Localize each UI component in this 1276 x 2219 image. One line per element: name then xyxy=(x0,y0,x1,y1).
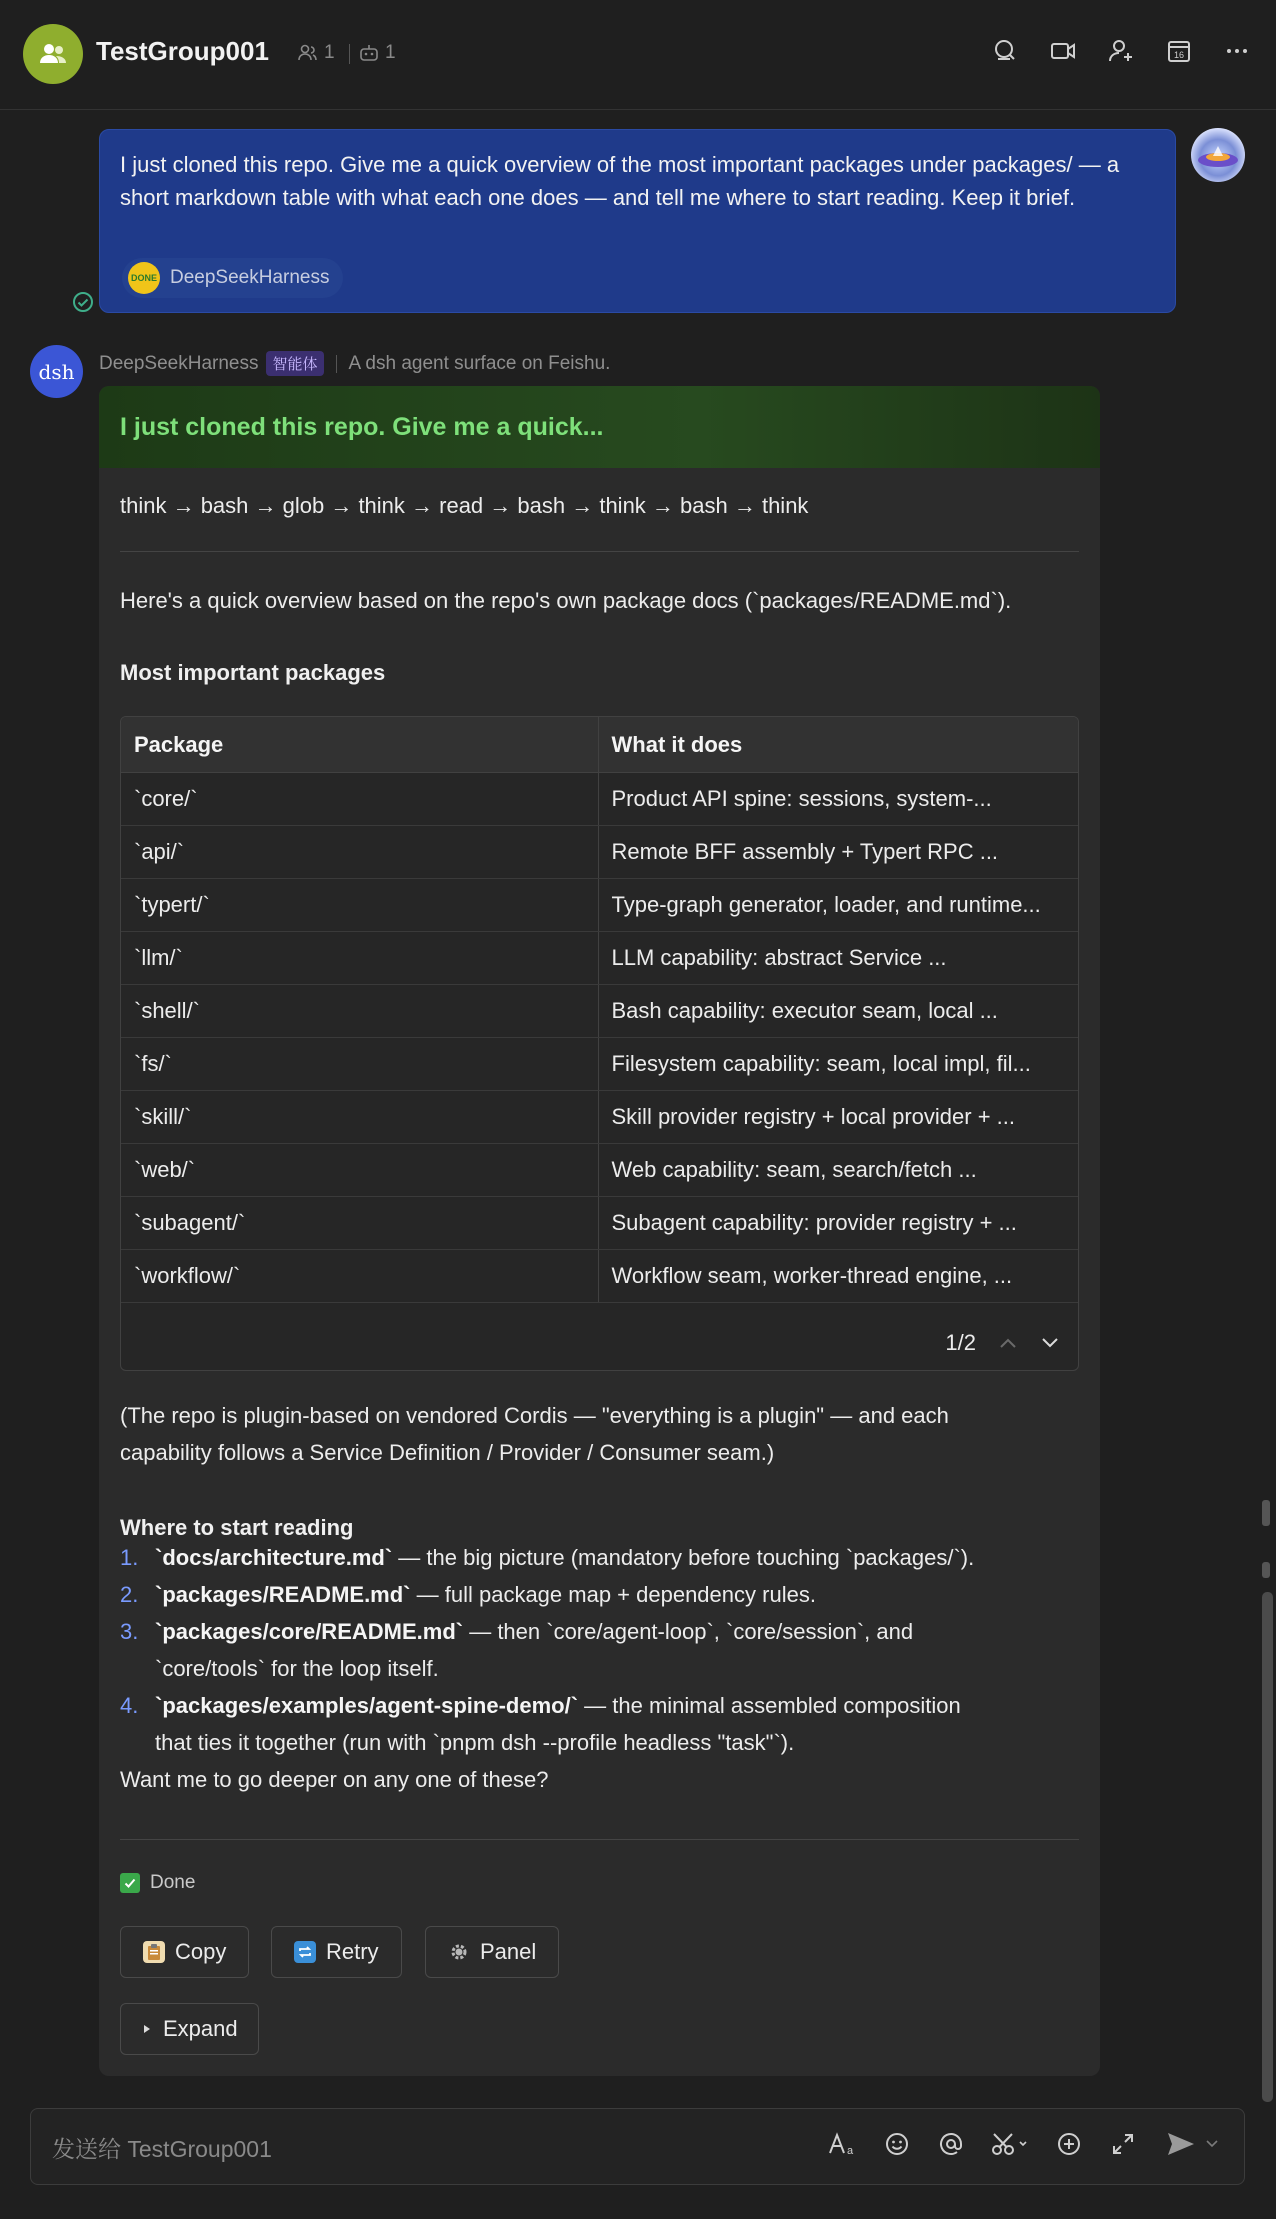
note-line-1: (The repo is plugin-based on vendored Cordis — "everything is a plugin" — and each xyxy=(120,1403,949,1428)
avatar-image-icon xyxy=(1191,128,1245,182)
calendar-button[interactable] xyxy=(1162,34,1196,68)
table-cell: `skill/` xyxy=(121,1091,599,1143)
robot-icon xyxy=(359,44,379,62)
mention-chip[interactable] xyxy=(122,258,343,298)
table-cell: Product API spine: sessions, system-... xyxy=(611,786,992,811)
composer-toolbar xyxy=(828,2129,1222,2159)
bot-meta xyxy=(99,351,610,376)
chat-header xyxy=(0,0,1276,110)
chevron-up-icon[interactable] xyxy=(998,1336,1018,1350)
clipboard-icon xyxy=(143,1941,165,1963)
expand-icon xyxy=(1110,2131,1136,2157)
table-row xyxy=(121,932,1078,985)
table-cell: LLM capability: abstract Service ... xyxy=(611,945,947,970)
calendar-icon xyxy=(1165,37,1193,65)
list-item: 1. `docs/architecture.md` — the big picture (mandatory before touching `packages/`). xyxy=(120,1545,975,1570)
copy-button[interactable] xyxy=(120,1926,249,1978)
text-format-icon xyxy=(828,2131,858,2157)
send-icon xyxy=(1165,2130,1197,2158)
table-cell: `fs/` xyxy=(121,1038,599,1090)
done-emoji-icon: DONE xyxy=(128,262,160,294)
composer-placeholder[interactable]: 发送给 TestGroup001 xyxy=(52,2136,272,2162)
retry-button[interactable] xyxy=(271,1926,402,1978)
search-icon xyxy=(991,37,1019,65)
user-message-text: I just cloned this repo. Give me a quick overview of the most important packages under packages/ — a short markdown table with what each one does — and tell me where to start reading. Keep it brief. xyxy=(120,152,1120,210)
emoji-button[interactable] xyxy=(882,2129,912,2159)
format-text-button[interactable] xyxy=(828,2129,858,2159)
table-cell: `llm/` xyxy=(121,932,599,984)
plus-circle-icon xyxy=(1056,2131,1082,2157)
table-cell: Bash capability: executor seam, local ... xyxy=(611,998,998,1023)
expand-button[interactable] xyxy=(120,2003,259,2055)
list-item: 2. `packages/README.md` — full package map + dependency rules. xyxy=(120,1582,816,1607)
scrollbar-marker[interactable] xyxy=(1262,1562,1270,1578)
message-composer[interactable] xyxy=(30,2108,1245,2185)
at-sign-icon xyxy=(938,2131,964,2157)
reading-list xyxy=(120,1539,974,1798)
bot-avatar[interactable]: dsh xyxy=(30,345,83,398)
section-heading-reading: Where to start reading xyxy=(120,1515,354,1540)
group-avatar[interactable] xyxy=(23,24,83,84)
status-label: Done xyxy=(150,1872,196,1893)
panel-button[interactable] xyxy=(425,1926,559,1978)
expand-label: Expand xyxy=(163,2016,238,2041)
list-item-continuation: that ties it together (run with `pnpm dsh --profile headless "task"`). xyxy=(155,1730,795,1755)
page-indicator: 1/2 xyxy=(945,1330,976,1355)
table-cell: `api/` xyxy=(121,826,599,878)
expand-composer-button[interactable] xyxy=(1108,2129,1138,2159)
panel-label: Panel xyxy=(480,1939,537,1964)
group-people-icon xyxy=(37,38,69,70)
user-avatar[interactable] xyxy=(1191,128,1245,182)
table-header-row xyxy=(121,717,1078,773)
table-cell: Subagent capability: provider registry + ... xyxy=(611,1210,1017,1235)
table-cell: `workflow/` xyxy=(121,1250,599,1302)
table-cell: `typert/` xyxy=(121,879,599,931)
bot-count-value: 1 xyxy=(385,42,396,63)
mention-button[interactable] xyxy=(936,2129,966,2159)
bot-meta-divider xyxy=(336,355,337,373)
table-cell: Type-graph generator, loader, and runtime... xyxy=(611,892,1041,917)
table-cell: `shell/` xyxy=(121,985,599,1037)
chevron-down-icon[interactable] xyxy=(1040,1336,1060,1350)
scrollbar-marker[interactable] xyxy=(1262,1500,1270,1526)
more-icon xyxy=(1223,37,1251,65)
add-member-button[interactable] xyxy=(1104,34,1138,68)
send-button[interactable] xyxy=(1162,2129,1222,2159)
list-item: 4. `packages/examples/agent-spine-demo/` — the minimal assembled composition xyxy=(120,1693,961,1718)
note-line-2: capability follows a Service Definition / Provider / Consumer seam.) xyxy=(120,1440,775,1465)
add-user-icon xyxy=(1107,37,1135,65)
screenshot-button[interactable] xyxy=(990,2129,1030,2159)
table-row xyxy=(121,773,1078,826)
header-actions xyxy=(988,34,1254,68)
table-cell: Web capability: seam, search/fetch ... xyxy=(611,1157,977,1182)
copy-label: Copy xyxy=(175,1939,227,1964)
scrollbar-thumb[interactable] xyxy=(1262,1592,1273,2102)
bot-description: A dsh agent surface on Feishu. xyxy=(348,352,611,374)
table-row xyxy=(121,879,1078,932)
scissors-icon xyxy=(990,2131,1030,2157)
table-cell: Skill provider registry + local provider + ... xyxy=(611,1104,1015,1129)
group-title[interactable]: TestGroup001 xyxy=(96,36,269,66)
bot-count[interactable] xyxy=(359,42,396,64)
table-header-cell: What it does xyxy=(611,731,743,757)
section-heading-packages: Most important packages xyxy=(120,660,386,685)
chevron-down-icon xyxy=(1205,2139,1219,2149)
retry-label: Retry xyxy=(326,1939,379,1964)
bot-reply-card xyxy=(99,386,1100,2076)
more-options-button[interactable] xyxy=(1220,34,1254,68)
table-cell: Filesystem capability: seam, local impl, fil... xyxy=(611,1051,1031,1076)
divider xyxy=(120,1839,1079,1840)
repeat-icon xyxy=(294,1941,316,1963)
table-cell: Workflow seam, worker-thread engine, ... xyxy=(611,1263,1013,1288)
read-receipt-icon xyxy=(72,291,94,318)
table-pager xyxy=(945,1330,1060,1356)
status-done xyxy=(120,1872,195,1894)
table-cell: `core/` xyxy=(121,773,599,825)
table-cell: Remote BFF assembly + Typert RPC ... xyxy=(611,839,999,864)
gear-icon xyxy=(448,1941,470,1963)
divider xyxy=(120,551,1079,552)
emoji-icon xyxy=(884,2131,910,2157)
add-attachment-button[interactable] xyxy=(1054,2129,1084,2159)
table-cell: `web/` xyxy=(121,1144,599,1196)
closing-text: Want me to go deeper on any one of these? xyxy=(120,1767,549,1792)
table-row xyxy=(121,1250,1078,1303)
table-header-cell: Package xyxy=(121,717,599,772)
bot-badge: 智能体 xyxy=(266,351,323,376)
triangle-right-icon xyxy=(141,2023,153,2035)
list-item: 3. `packages/core/README.md` — then `core/agent-loop`, `core/session`, and xyxy=(120,1619,914,1644)
search-chat-button[interactable] xyxy=(988,34,1022,68)
list-item-continuation: `core/tools` for the loop itself. xyxy=(155,1656,439,1681)
table-row xyxy=(121,985,1078,1038)
card-title: I just cloned this repo. Give me a quick... xyxy=(120,412,604,441)
table-cell: `subagent/` xyxy=(121,1197,599,1249)
svg-text:a: a xyxy=(846,2145,854,2157)
mention-label: DeepSeekHarness xyxy=(170,267,330,288)
table-row xyxy=(121,1144,1078,1197)
svg-text:16: 16 xyxy=(1173,50,1185,60)
video-call-button[interactable] xyxy=(1046,34,1080,68)
user-message-bubble[interactable] xyxy=(99,129,1176,313)
card-body xyxy=(99,386,1100,2076)
tool-trace: think → bash → glob → think → read → bash → think → bash → think xyxy=(120,493,809,518)
table-row xyxy=(121,1091,1078,1144)
members-icon xyxy=(298,44,318,62)
table-row xyxy=(121,826,1078,879)
video-icon xyxy=(1049,37,1077,65)
bot-name[interactable]: DeepSeekHarness xyxy=(99,352,259,374)
meta-divider xyxy=(349,44,350,64)
intro-text: Here's a quick overview based on the repo's own package docs (`packages/README.md`). xyxy=(120,588,1012,613)
member-count[interactable] xyxy=(298,42,335,64)
member-count-value: 1 xyxy=(324,42,335,63)
table-row xyxy=(121,1197,1078,1250)
packages-table xyxy=(120,716,1079,1371)
check-icon xyxy=(120,1873,140,1893)
table-row xyxy=(121,1038,1078,1091)
